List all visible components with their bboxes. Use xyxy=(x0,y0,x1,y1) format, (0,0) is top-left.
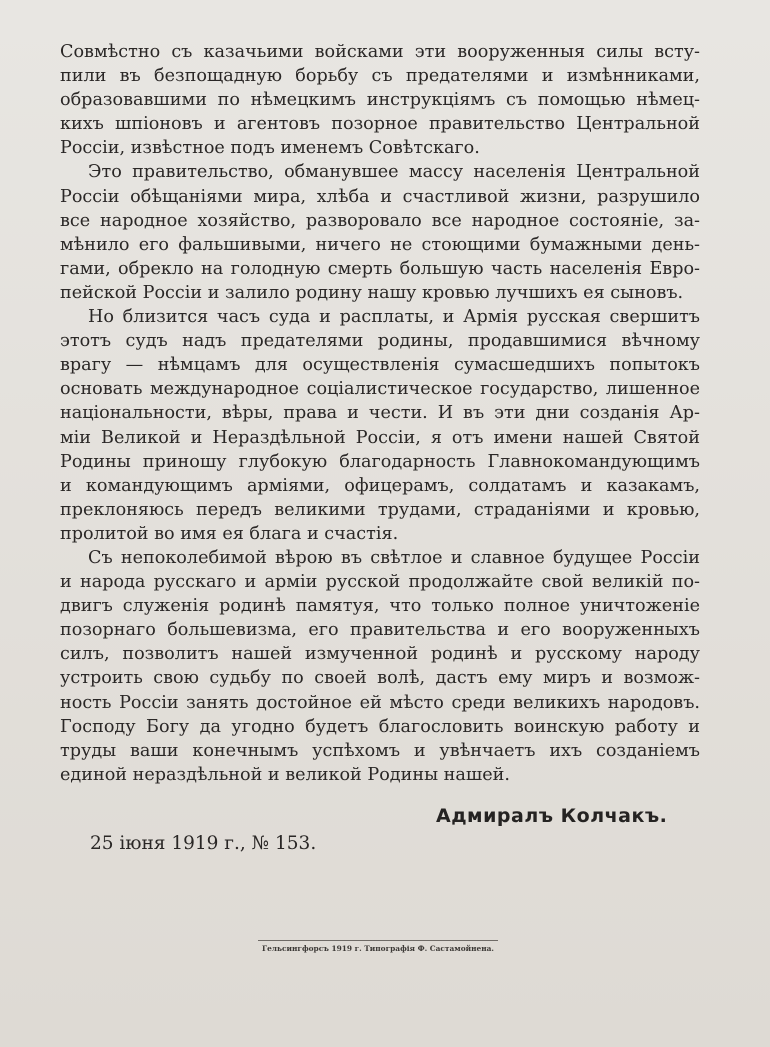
date-line: 25 іюня 1919 г., № 153. xyxy=(90,833,317,854)
text-line: кихъ шпіоновъ и агентовъ позорное правительство Центральной xyxy=(60,114,700,135)
text-line: Россіи обѣщаніями мира, хлѣба и счастливой жизни, разрушило xyxy=(60,186,700,207)
text-line: Съ непоколебимой вѣрою въ свѣтлое и славное будущее Россіи xyxy=(88,547,700,568)
text-line: преклоняюсь передъ великими трудами, страданіями и кровью, xyxy=(60,499,700,520)
text-line: врагу — нѣмцамъ для осуществленія сумасшедшихъ попытокъ xyxy=(60,355,700,376)
text-line: этотъ судъ надъ предателями родины, продавшимися вѣчному xyxy=(60,331,700,352)
text-line: образовавшими по нѣмецкимъ инструкціямъ съ помощью нѣмец- xyxy=(60,90,700,111)
text-line: Родины приношу глубокую благодарность Главнокомандующимъ xyxy=(60,451,700,472)
paragraph xyxy=(60,305,700,546)
text-line: основать международное соціалистическое государство, лишенное xyxy=(60,379,700,400)
text-line: пили въ безпощадную борьбу съ предателями и измѣнниками, xyxy=(60,66,700,87)
text-line: и народа русскаго и арміи русской продолжайте свой великій по- xyxy=(60,572,700,593)
text-line: позорнаго большевизма, его правительства и его вооруженныхъ xyxy=(60,620,700,641)
footer-rule xyxy=(258,940,498,941)
text-line: пейской Россіи и залило родину нашу кровью лучшихъ ея сыновъ. xyxy=(60,282,684,303)
paragraph xyxy=(60,40,700,160)
text-line: устроить свою судьбу по своей волѣ, дастъ ему миръ и возмож- xyxy=(60,668,700,689)
text-line: Россіи, извѣстное подъ именемъ Совѣтскаго. xyxy=(60,138,480,159)
text-line: и командующимъ арміями, офицерамъ, солдатамъ и казакамъ, xyxy=(60,475,700,496)
text-line: единой нераздѣльной и великой Родины нашей. xyxy=(60,764,510,785)
text-line: двигъ служенія родинѣ памятуя, что только полное уничтоженіе xyxy=(60,596,700,617)
text-line: Господу Богу да угодно будетъ благословить воинскую работу и xyxy=(60,716,700,737)
text-line: силъ, позволитъ нашей измученной родинѣ и русскому народу xyxy=(60,644,700,665)
text-line: труды ваши конечнымъ успѣхомъ и увѣнчаетъ ихъ созданіемъ xyxy=(60,740,700,761)
printer-imprint: Гельсингфорсъ 1919 г. Типографія Ф. Састамойнена. xyxy=(262,944,494,953)
text-line: Это правительство, обманувшее массу населенія Центральной xyxy=(88,162,700,183)
paragraph xyxy=(60,546,700,787)
text-line: ность Россіи занять достойное ей мѣсто среди великихъ народовъ. xyxy=(60,692,700,713)
paragraph xyxy=(60,160,700,305)
text-line: Но близится часъ суда и расплаты, и Армія русская свершитъ xyxy=(88,307,700,328)
text-line: гами, обрекло на голодную смерть большую часть населенія Евро- xyxy=(60,258,700,279)
signature: Адмиралъ Колчакъ. xyxy=(436,805,668,827)
text-line: все народное хозяйство, разворовало все народное состояніе, за- xyxy=(60,210,700,231)
proclamation-body xyxy=(60,40,700,787)
text-line: пролитой во имя ея блага и счастія. xyxy=(60,523,399,544)
text-line: Совмѣстно съ казачьими войсками эти вооруженныя силы всту- xyxy=(60,42,700,62)
text-line: міи Великой и Нераздѣльной Россіи, я отъ имени нашей Святой xyxy=(60,427,700,448)
text-line: мѣнило его фальшивыми, ничего не стоющими бумажными день- xyxy=(60,234,700,255)
text-line: національности, вѣры, права и чести. И въ эти дни созданія Ар- xyxy=(60,403,700,424)
